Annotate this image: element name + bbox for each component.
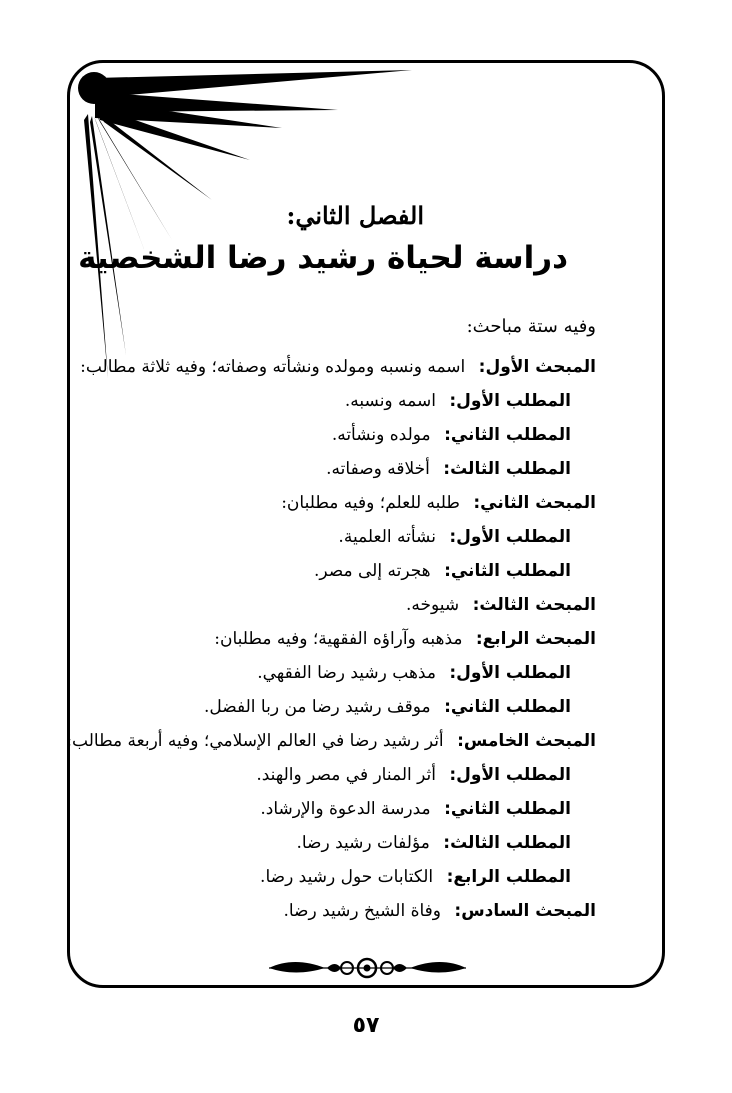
chapter-label: الفصل الثاني: xyxy=(286,201,424,230)
toc-entry-text: اسمه ونسبه. xyxy=(344,391,436,411)
intro-text: وفيه ستة مباحث: xyxy=(466,316,596,337)
toc-entry xyxy=(36,828,596,862)
toc-entry-text: مولده ونشأته. xyxy=(331,425,431,445)
toc-entry xyxy=(36,726,596,760)
toc-entry xyxy=(36,862,596,896)
sunburst-ornament xyxy=(0,0,732,400)
toc-entry-label: المطلب الثالث: xyxy=(443,459,571,479)
toc-entry xyxy=(36,794,596,828)
toc-entry-text: شيوخه. xyxy=(405,595,460,615)
toc-entry-label: المطلب الرابع: xyxy=(446,867,571,887)
toc-entry xyxy=(36,760,596,794)
toc-entry-text: طلبه للعلم؛ وفيه مطلبان: xyxy=(281,493,460,513)
toc-entry xyxy=(36,624,596,658)
toc-entry xyxy=(36,590,596,624)
toc-entry xyxy=(36,658,596,692)
toc-entry-text: أثر رشيد رضا في العالم الإسلامي؛ وفيه أربعة مطالب: xyxy=(66,731,444,751)
toc-entry-label: المطلب الثاني: xyxy=(444,561,571,581)
toc-entry xyxy=(36,556,596,590)
toc-entry-label: المطلب الأول: xyxy=(449,391,571,411)
toc-entry-text: هجرته إلى مصر. xyxy=(313,561,431,581)
toc-entry-text: موقف رشيد رضا من ربا الفضل. xyxy=(204,697,431,717)
table-of-contents xyxy=(36,352,596,930)
toc-entry-text: مؤلفات رشيد رضا. xyxy=(296,833,430,853)
toc-entry-text: أخلاقه وصفاته. xyxy=(326,459,430,479)
toc-entry-label: المبحث الخامس: xyxy=(457,731,596,751)
toc-entry-label: المطلب الأول: xyxy=(449,765,571,785)
toc-entry-label: المطلب الثالث: xyxy=(443,833,571,853)
toc-entry xyxy=(36,692,596,726)
toc-entry-label: المبحث الثاني: xyxy=(473,493,596,513)
toc-entry-label: المطلب الثاني: xyxy=(444,425,571,445)
toc-entry xyxy=(36,454,596,488)
toc-entry-label: المبحث السادس: xyxy=(454,901,596,921)
toc-entry-label: المطلب الأول: xyxy=(449,663,571,683)
toc-entry xyxy=(36,352,596,386)
toc-entry-text: نشأته العلمية. xyxy=(338,527,436,547)
toc-entry-text: الكتابات حول رشيد رضا. xyxy=(260,867,434,887)
decorative-divider-ornament xyxy=(265,956,470,980)
toc-entry xyxy=(36,420,596,454)
chapter-title: دراسة لحياة رشيد رضا الشخصية xyxy=(78,240,568,276)
toc-entry-text: وفاة الشيخ رشيد رضا. xyxy=(283,901,441,921)
toc-entry-label: المطلب الثاني: xyxy=(444,697,571,717)
toc-entry xyxy=(36,522,596,556)
page-number: ٥٧ xyxy=(352,1013,380,1038)
toc-entry-text: مدرسة الدعوة والإرشاد. xyxy=(260,799,431,819)
toc-entry-label: المبحث الثالث: xyxy=(472,595,596,615)
toc-entry-text: اسمه ونسبه ومولده ونشأته وصفاته؛ وفيه ثلاثة مطالب: xyxy=(80,357,466,377)
toc-entry-label: المطلب الأول: xyxy=(449,527,571,547)
toc-entry-text: مذهبه وآراؤه الفقهية؛ وفيه مطلبان: xyxy=(214,629,463,649)
toc-entry-label: المبحث الأول: xyxy=(478,357,596,377)
toc-entry-label: المطلب الثاني: xyxy=(444,799,571,819)
toc-entry-label: المبحث الرابع: xyxy=(475,629,596,649)
toc-entry-text: مذهب رشيد رضا الفقهي. xyxy=(257,663,436,683)
toc-entry xyxy=(36,386,596,420)
toc-entry-text: أثر المنار في مصر والهند. xyxy=(256,765,436,785)
toc-entry xyxy=(36,488,596,522)
toc-entry xyxy=(36,896,596,930)
